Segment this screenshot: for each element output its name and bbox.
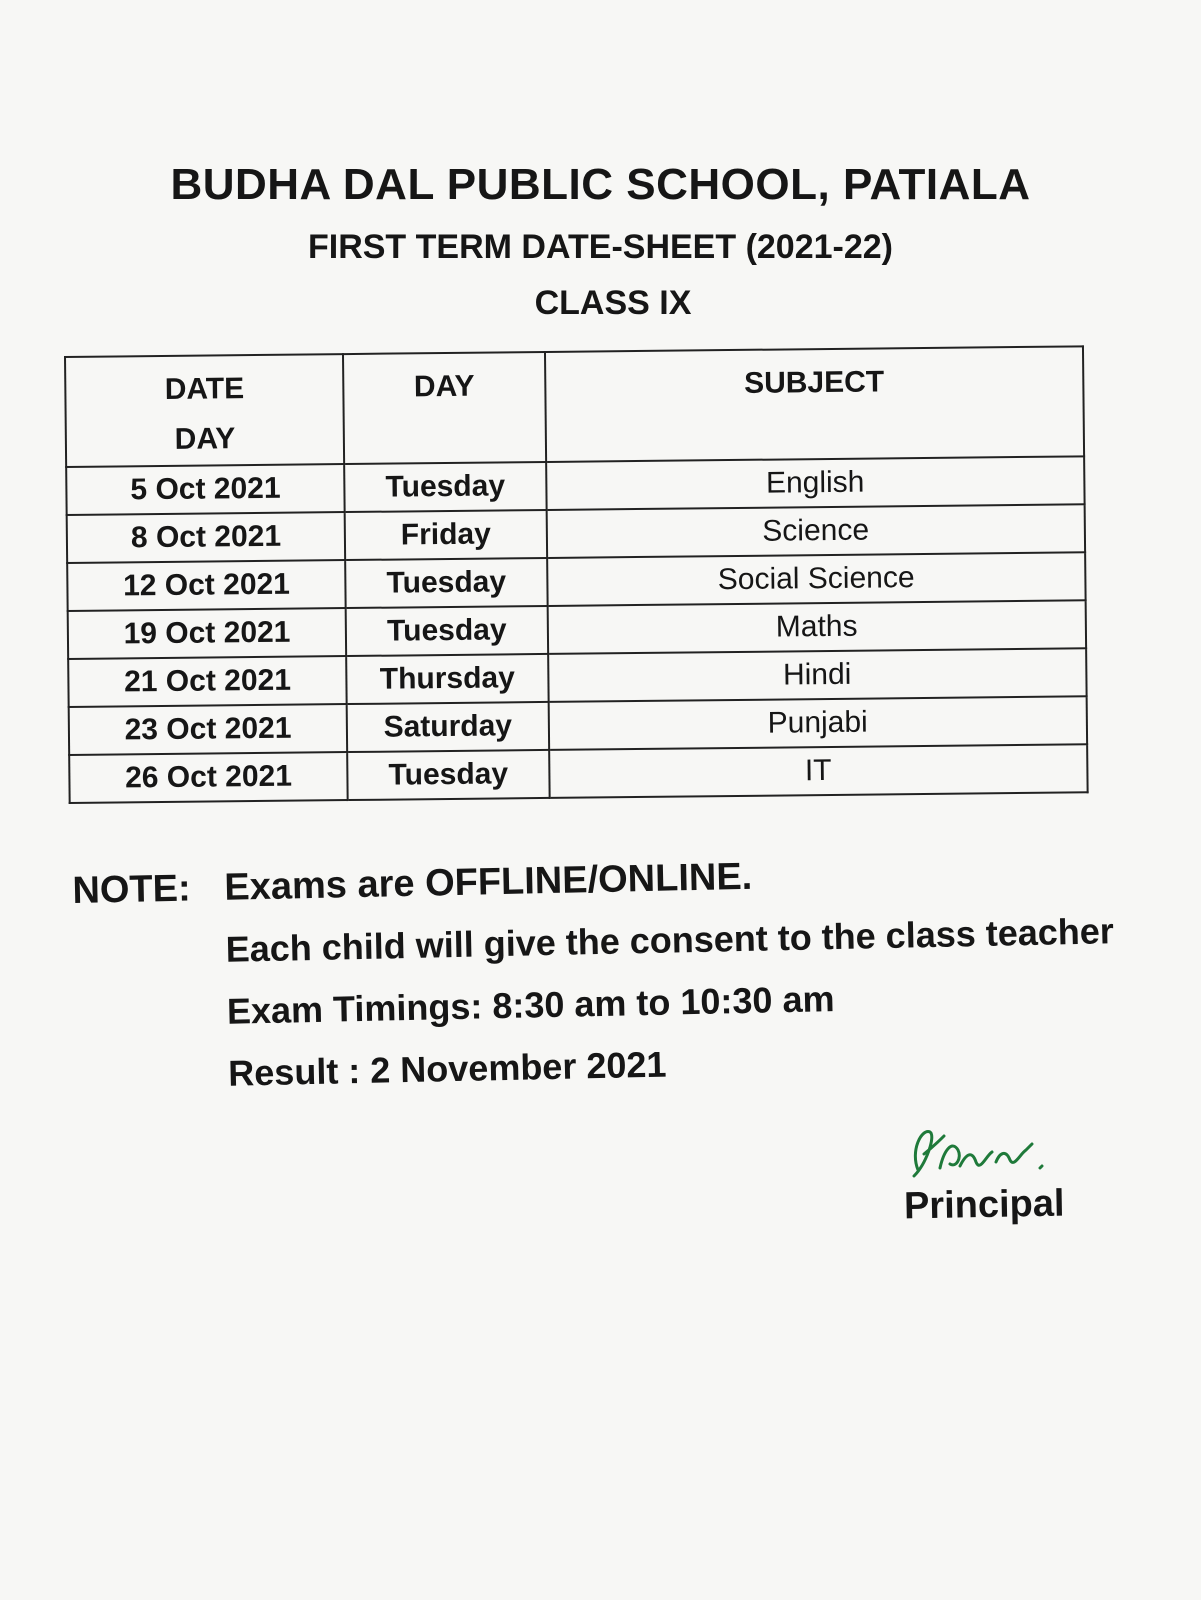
- subject-cell: IT: [549, 744, 1088, 798]
- date-cell: 19 Oct 2021: [68, 608, 347, 659]
- day-header: DAY: [413, 369, 475, 404]
- date-header-line2: DAY: [174, 422, 236, 456]
- subject-cell: Punjabi: [548, 696, 1087, 750]
- principal-title: Principal: [903, 1182, 1065, 1228]
- date-cell: 21 Oct 2021: [68, 656, 347, 707]
- date-cell: 12 Oct 2021: [67, 560, 346, 611]
- subject-header: SUBJECT: [743, 365, 885, 400]
- date-cell: 26 Oct 2021: [69, 752, 348, 803]
- subject-cell: Hindi: [548, 648, 1087, 702]
- result-date-text: Result : 2 November 2021: [227, 1043, 667, 1094]
- principal-signature: [900, 1110, 1080, 1190]
- day-cell: Saturday: [347, 702, 549, 752]
- class-label: CLASS IX: [534, 284, 692, 322]
- school-name: BUDHA DAL PUBLIC SCHOOL, PATIALA: [170, 160, 1031, 209]
- notes-section: [72, 846, 1201, 1118]
- subject-cell: Science: [546, 504, 1085, 558]
- day-column-header: [343, 352, 546, 464]
- note-label: NOTE:: [72, 867, 192, 912]
- exam-timings-text: Exam Timings: 8:30 am to 10:30 am: [226, 978, 835, 1032]
- subject-column-header: [545, 346, 1085, 462]
- table-header-row: [65, 346, 1084, 467]
- subject-cell: Maths: [547, 600, 1086, 654]
- day-cell: Tuesday: [345, 558, 547, 608]
- exam-mode-text: Exams are OFFLINE/ONLINE.: [223, 855, 753, 909]
- day-cell: Tuesday: [346, 606, 548, 656]
- datesheet-title: FIRST TERM DATE-SHEET (2021-22): [307, 228, 893, 266]
- date-header-line1: DATE: [164, 372, 245, 406]
- day-cell: Friday: [345, 510, 547, 560]
- day-cell: Tuesday: [344, 462, 546, 512]
- consent-text: Each child will give the consent to the class teacher: [225, 910, 1115, 970]
- date-cell: 23 Oct 2021: [69, 704, 348, 755]
- date-cell: 5 Oct 2021: [66, 464, 345, 515]
- day-cell: Tuesday: [347, 750, 549, 800]
- date-cell: 8 Oct 2021: [67, 512, 346, 563]
- exam-schedule-table: [64, 345, 1089, 804]
- subject-cell: English: [546, 456, 1085, 510]
- subject-cell: Social Science: [547, 552, 1086, 606]
- table-row: [69, 744, 1087, 803]
- date-column-header: [65, 354, 344, 467]
- day-cell: Thursday: [346, 654, 548, 704]
